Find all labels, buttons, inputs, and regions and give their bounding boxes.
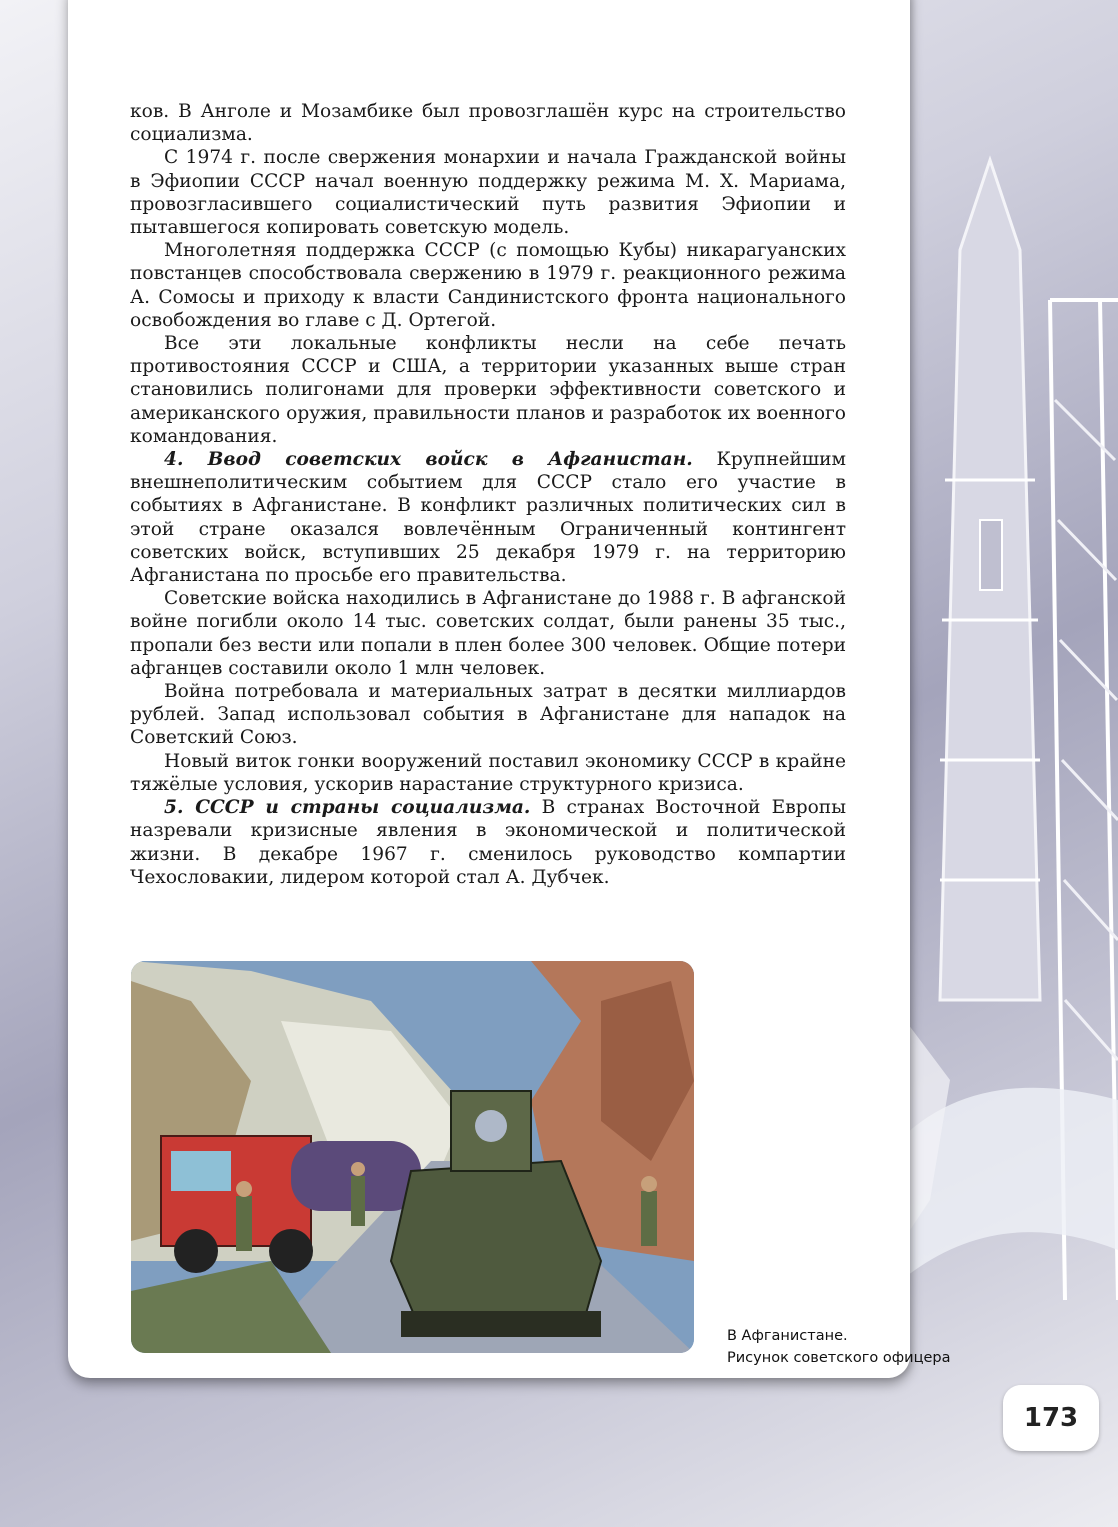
paragraph: Новый виток гонки вооружений поставил экономику СССР в крайне тяжёлые условия, ускорив нарастание структурного кризиса. xyxy=(130,750,846,795)
section-heading: 4. Ввод советских войск в Афганистан. xyxy=(164,449,693,471)
caption-title: В Афганистане. xyxy=(727,1328,848,1344)
page-number: 173 xyxy=(1003,1385,1099,1451)
caption-subtitle: Рисунок советского офицера xyxy=(727,1350,951,1366)
paragraph-text: Крупнейшим внешнеполитическим событием для СССР стало его участие в событиях в Афганистане. В конфликт различных политических сил в этой стране оказался вовлечённым Ограниченный контингент советских войск, вступивших 25 декабря 1979 г. на территорию Афганистана по просьбе его правительства. xyxy=(130,449,846,587)
article-text xyxy=(130,100,846,889)
paragraph: Война потребовала и материальных затрат в десятки миллиардов рублей. Запад использовал события в Афганистане для нападок на Советский Союз. xyxy=(130,681,846,749)
paragraph: Многолетняя поддержка СССР (с помощью Кубы) никарагуанских повстанцев способствовала свержению в 1979 г. реакционного режима А. Сомосы и приходу к власти Сандинистского фронта национального освобождения во главе с Д. Ортегой. xyxy=(130,240,846,331)
figure-caption xyxy=(727,1325,1007,1369)
paragraph-text: В странах Восточной Европы назревали кризисные явления в экономической и политической жизни. В декабре 1967 г. сменилось руководство компартии Чехословакии, лидером которой стал А. Дубчек. xyxy=(130,797,846,888)
paragraph: Все эти локальные конфликты несли на себе печать противостояния СССР и США, а территории указанных выше стран становились полигонами для проверки эффективности советского и американского оружия, правильности планов и разработок их военного командования. xyxy=(130,333,846,447)
paragraph xyxy=(130,796,846,889)
paragraph: ков. В Анголе и Мозамбике был провозглашён курс на строительство социализма. xyxy=(130,101,846,146)
afghanistan-painting xyxy=(131,961,694,1353)
rocket-launch-illustration xyxy=(890,0,1118,1527)
section-heading: 5. СССР и страны социализма. xyxy=(164,797,531,819)
paragraph: Советские войска находились в Афганистане до 1988 г. В афганской войне погибли около 14 тыс. советских солдат, были ранены 35 тыс., пропали без вести или попали в плен более 300 человек. Общие потери афганцев составили около 1 млн человек. xyxy=(130,588,846,679)
paragraph xyxy=(130,448,846,587)
paragraph: С 1974 г. после свержения монархии и начала Гражданской войны в Эфиопии СССР начал военную поддержку режима М. Х. Мариама, провозгласившего социалистический путь развития Эфиопии и пытавшегося копировать советскую модель. xyxy=(130,147,846,239)
